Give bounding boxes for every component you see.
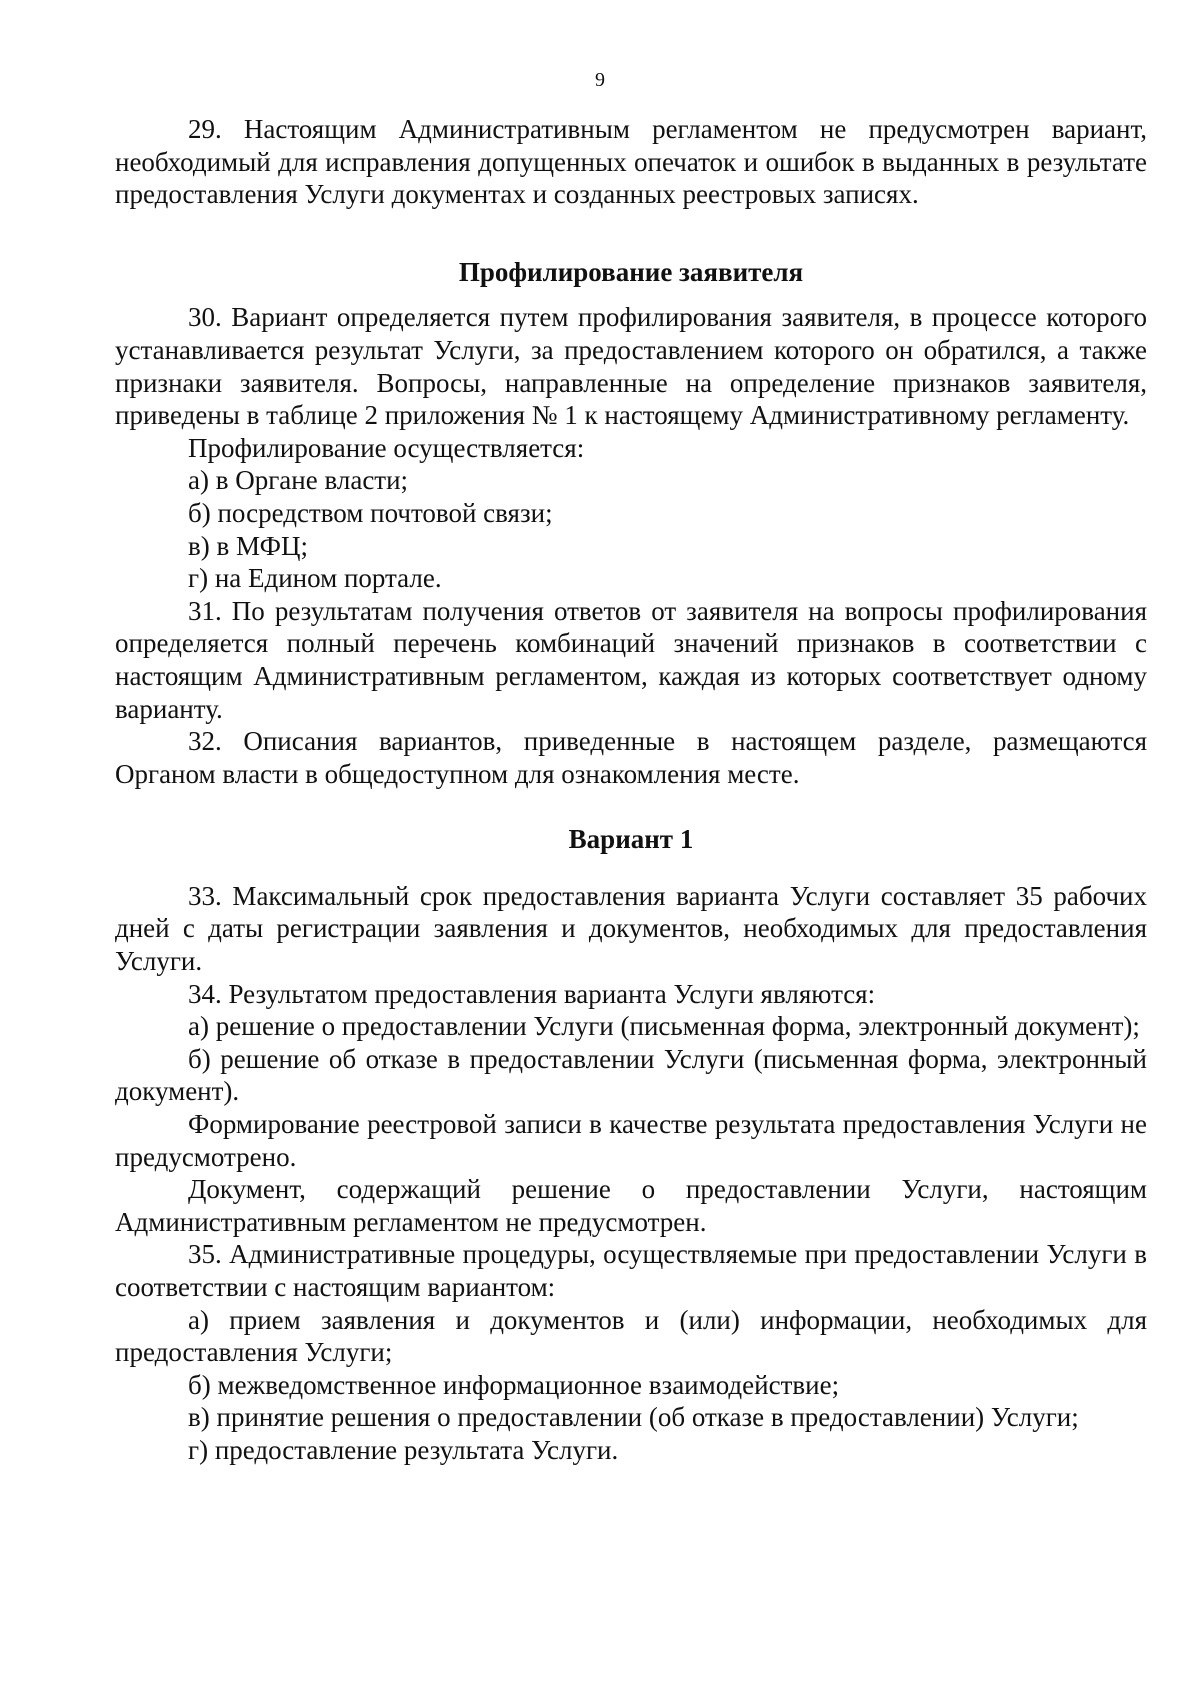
list-item-30-a: а) в Органе власти; [188, 465, 409, 496]
list-item-34-a: а) решение о предоставлении Услуги (письменная форма, электронный документ); [188, 1011, 1140, 1042]
list-item-35-a: а) прием заявления и документов и (или) информации, необходимых для предоставления Услуги; [115, 1304, 1147, 1368]
paragraph-34-note-2: Документ, содержащий решение о предоставлении Услуги, настоящим Административным регламентом не предусмотрен. [115, 1174, 1147, 1237]
paragraph-30: 30. Вариант определяется путем профилирования заявителя, в процессе которого устанавливается результат Услуги, за предоставлением которого он обратился, а также признаки заявителя. Вопросы, направленные на определение признаков заявителя, приведены в таблице 2 приложения № 1 к настоящему Административному регламенту. [115, 302, 1147, 431]
page-number: 9 [595, 69, 605, 91]
list-item-30-c: в) в МФЦ; [188, 530, 308, 561]
paragraph-30-intro: Профилирование осуществляется: [188, 432, 585, 463]
list-item-35-b: б) межведомственное информационное взаимодействие; [188, 1369, 840, 1400]
list-item-34-b: б) решение об отказе в предоставлении Услуги (письменная форма, электронный документ). [115, 1043, 1147, 1107]
list-item-30-d: г) на Едином портале. [188, 563, 442, 594]
paragraph-29: 29. Настоящим Административным регламентом не предусмотрен вариант, необходимый для исправления допущенных опечаток и ошибок в выданных в результате предоставления Услуги документах и созданных реестровых записях. [115, 114, 1147, 210]
paragraph-32: 32. Описания вариантов, приведенные в настоящем разделе, размещаются Органом власти в общедоступном для ознакомления месте. [115, 726, 1147, 789]
paragraph-34: 34. Результатом предоставления варианта Услуги являются: [188, 978, 876, 1009]
list-item-30-b: б) посредством почтовой связи; [188, 497, 553, 528]
paragraph-35: 35. Административные процедуры, осуществляемые при предоставлении Услуги в соответствии с настоящим вариантом: [115, 1239, 1147, 1302]
section-heading-variant-1: Вариант 1 [568, 824, 694, 855]
paragraph-33: 33. Максимальный срок предоставления варианта Услуги составляет 35 рабочих дней с даты регистрации заявления и документов, необходимых для предоставления Услуги. [115, 880, 1147, 977]
list-item-35-c: в) принятие решения о предоставлении (об отказе в предоставлении) Услуги; [188, 1402, 1079, 1433]
paragraph-34-note-1: Формирование реестровой записи в качестве результата предоставления Услуги не предусмотрено. [115, 1109, 1147, 1172]
section-heading-profiling: Профилирование заявителя [458, 256, 804, 287]
document-body [115, 113, 1147, 1467]
paragraph-31: 31. По результатам получения ответов от заявителя на вопросы профилирования определяется полный перечень комбинаций значений признаков в соответствии с настоящим Административным регламентом, каждая из которых соответствует одному варианту. [115, 595, 1147, 724]
list-item-35-d: г) предоставление результата Услуги. [188, 1434, 619, 1465]
